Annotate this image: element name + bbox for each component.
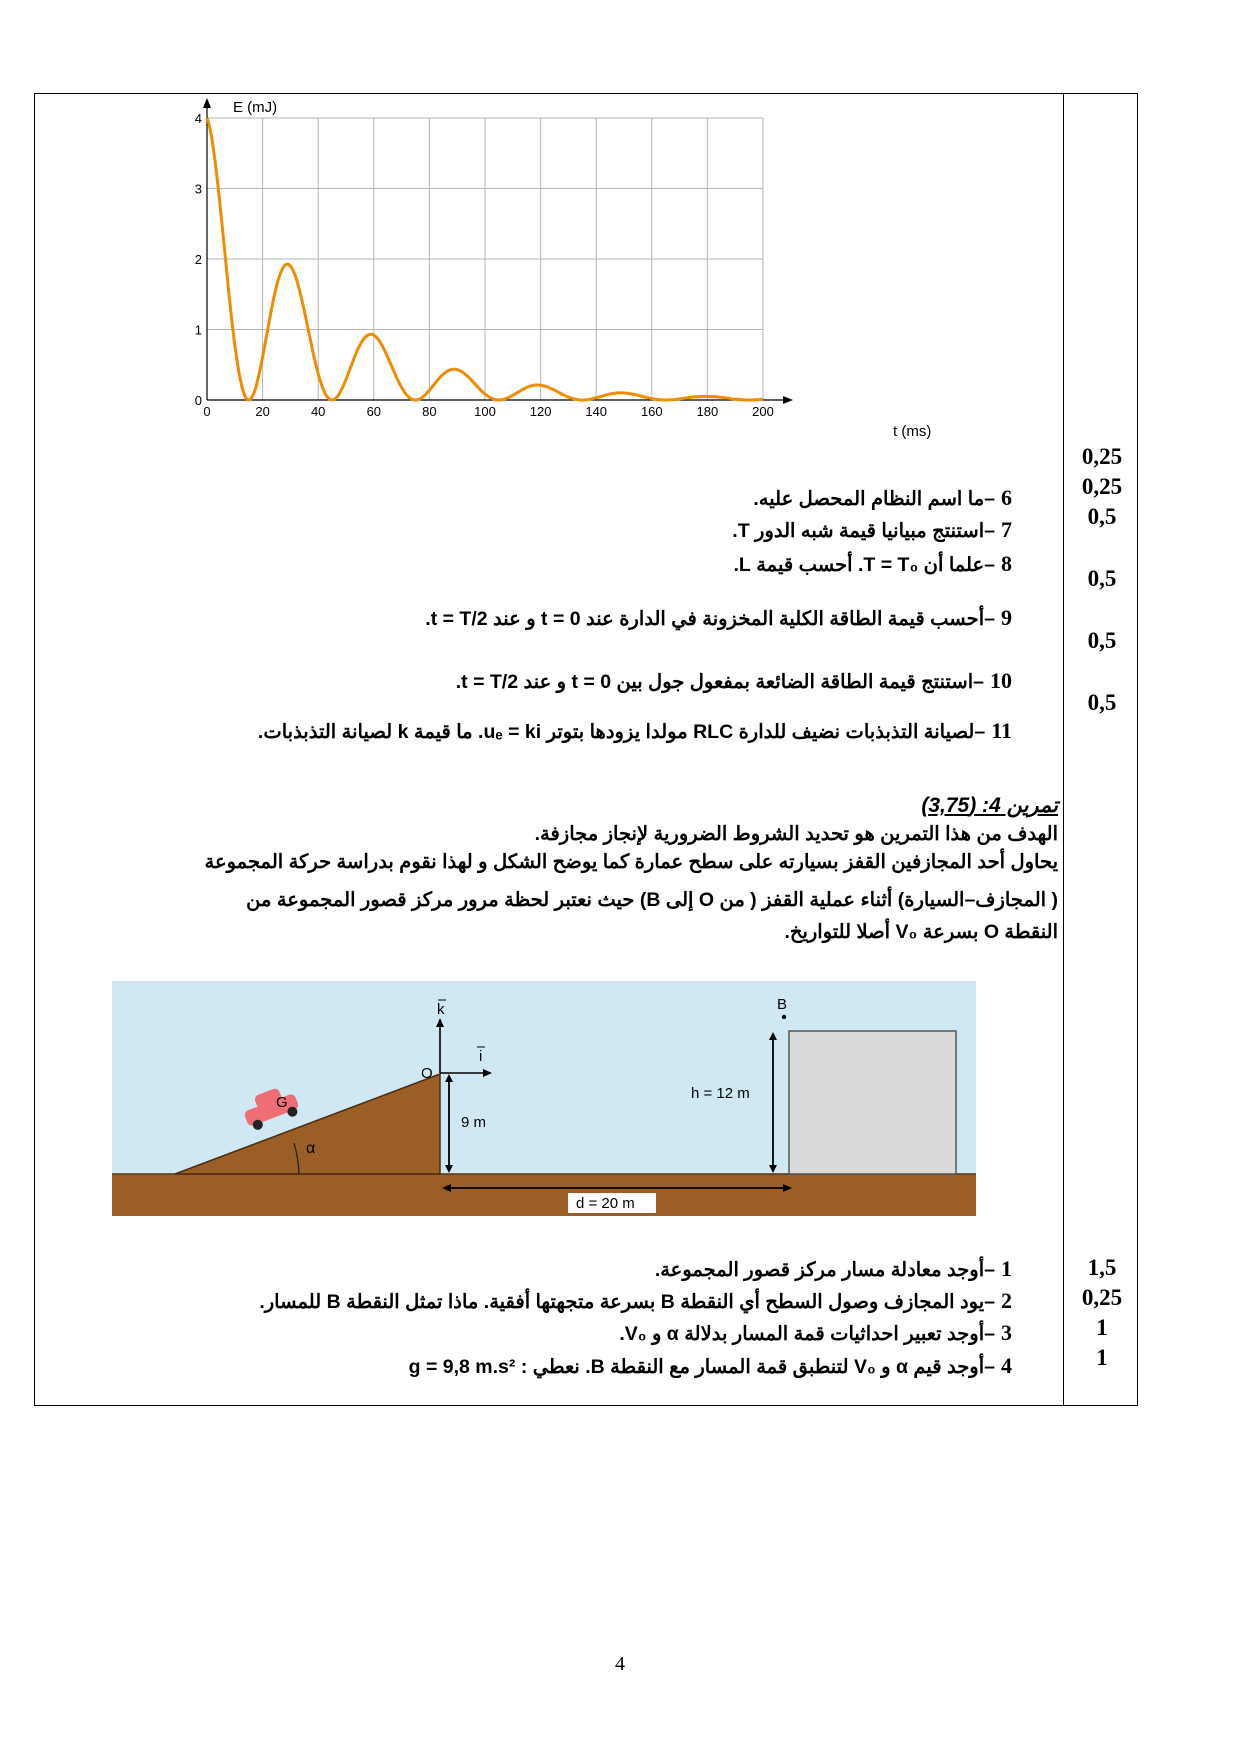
- label-9m: 9 m: [461, 1114, 487, 1131]
- question-11: 11–لصيانة التذبذبات نضيف للدارة RLC مولدا يزودها بتوتر uₑ = ki. ما قيمة k لصيانة التذبذبات.: [257, 718, 1012, 743]
- x-tick-label: 0: [203, 404, 211, 419]
- exercise-4-line-4: النقطة O بسرعة V₀ أصلا للتواريخ.: [784, 921, 1058, 943]
- score-q8: 0,5: [1087, 504, 1117, 529]
- label-h: h = 12 m: [691, 1085, 750, 1102]
- ex4-question-3: 3–أوجد تعبير احداثيات قمة المسار بدلالة α و V₀.: [619, 1320, 1012, 1345]
- question-6: 6–ما اسم النظام المحصل عليه.: [753, 485, 1012, 510]
- score-ex4-q2: 0,25: [1081, 1285, 1123, 1310]
- x-tick-label: 200: [752, 404, 774, 419]
- question-7: 7–استنتج مبيانيا قيمة شبه الدور T.: [732, 517, 1012, 542]
- y-tick-label: 0: [194, 393, 202, 408]
- x-tick-label: 20: [255, 404, 270, 419]
- x-axis-arrow: [783, 396, 793, 404]
- y-tick-label: 3: [194, 181, 202, 197]
- label-O: O: [421, 1065, 433, 1082]
- jump-figure: [112, 981, 976, 1216]
- y-axis-label: E (mJ): [233, 99, 278, 116]
- y-tick-label: 4: [194, 111, 202, 126]
- score-ex4-q1: 1,5: [1087, 1255, 1117, 1280]
- x-tick-label: 180: [696, 404, 719, 419]
- question-9: 9–أحسب قيمة الطاقة الكلية المخزونة في الدارة عند t = 0 و عند t = T/2.: [425, 605, 1012, 630]
- ex4-question-2: 2–يود المجازف وصول السطح أي النقطة B بسرعة متجهتها أفقية. ماذا تمثل النقطة B للمسار.: [259, 1288, 1012, 1313]
- score-q6: 0,25: [1081, 444, 1123, 469]
- building: [789, 1031, 956, 1174]
- y-axis-arrow: [203, 98, 211, 108]
- score-q10: 0,5: [1087, 628, 1117, 653]
- ground: [112, 1174, 976, 1216]
- y-tick-label: 1: [194, 322, 202, 338]
- exercise-4-line-1: الهدف من هذا التمرين هو تحديد الشروط الضرورية لإنجاز مجازفة.: [534, 823, 1058, 845]
- score-q11: 0,5: [1087, 690, 1117, 715]
- x-tick-label: 80: [422, 404, 437, 419]
- score-ex4-q3: 1: [1096, 1315, 1108, 1340]
- score-column-divider: [1063, 93, 1064, 1406]
- chart-grid: [207, 118, 763, 400]
- chart-axes: [203, 98, 793, 404]
- energy-chart: [185, 98, 955, 460]
- label-d: d = 20 m: [576, 1195, 635, 1212]
- exercise-4-title: تمرين 4: (3,75): [921, 794, 1058, 817]
- x-tick-label: 120: [529, 404, 552, 419]
- label-B: B: [777, 996, 788, 1013]
- y-tick-labels: [195, 111, 202, 408]
- label-i: i: [479, 1048, 483, 1065]
- exercise-4-line-3: ( المجازف–السيارة) أثناء عملية القفز ( من O إلى B) حيث نعتبر لحظة مرور مركز قصور المجموعة من: [246, 889, 1058, 911]
- label-k: k: [437, 1001, 445, 1018]
- x-tick-label: 160: [640, 404, 663, 419]
- x-axis-label: t (ms): [893, 423, 932, 440]
- page-number: 4: [615, 1653, 625, 1675]
- label-G: G: [276, 1094, 288, 1111]
- y-tick-label: 2: [194, 252, 202, 267]
- score-ex4-q4: 1: [1096, 1345, 1108, 1370]
- label-alpha: α: [306, 1140, 316, 1157]
- question-8: 8–علما أن T = T₀. أحسب قيمة L.: [733, 551, 1012, 576]
- x-tick-label: 140: [585, 404, 608, 419]
- x-tick-label: 40: [310, 404, 326, 419]
- ex4-question-1: 1–أوجد معادلة مسار مركز قصور المجموعة.: [654, 1256, 1012, 1281]
- x-tick-labels: [203, 404, 773, 419]
- exercise-4-line-2: يحاول أحد المجازفين القفز بسيارته على سطح عمارة كما يوضح الشكل و لهذا نقوم بدراسة حركة المجموعة: [204, 851, 1058, 873]
- ex4-question-4: 4–أوجد قيم α و V₀ لتنطبق قمة المسار مع النقطة B. نعطي : g = 9,8 m.s²: [408, 1353, 1012, 1378]
- score-q9: 0,5: [1087, 566, 1117, 591]
- x-tick-label: 100: [474, 404, 496, 419]
- x-tick-label: 60: [366, 404, 382, 419]
- question-10: 10–استنتج قيمة الطاقة الضائعة بمفعول جول بين t = 0 و عند t = T/2.: [455, 668, 1012, 693]
- score-q7: 0,25: [1081, 474, 1123, 499]
